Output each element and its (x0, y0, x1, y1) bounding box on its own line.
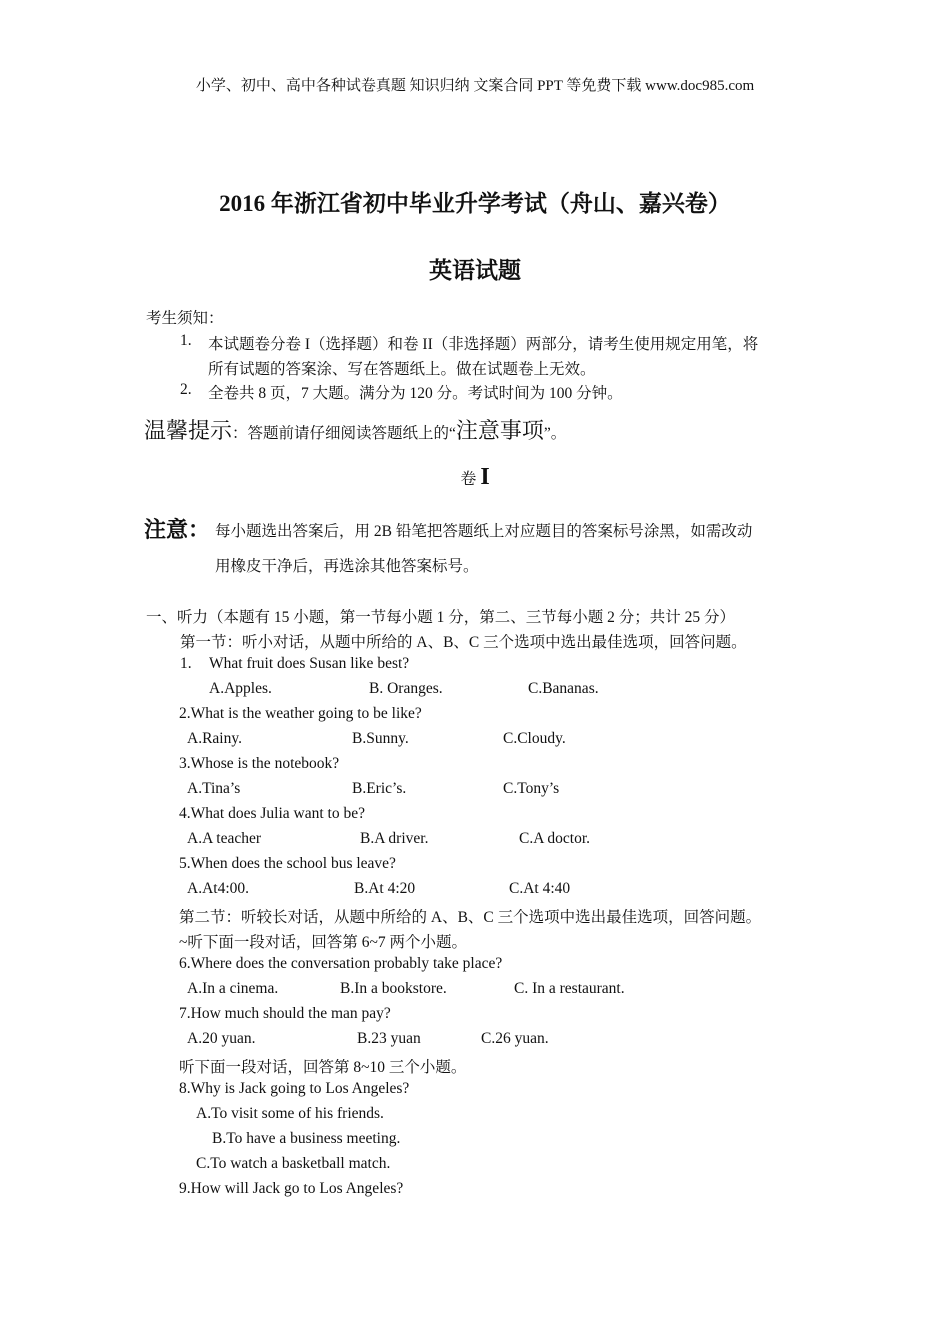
question-1-number: 1. (180, 655, 192, 672)
reminder (144, 414, 566, 445)
question-4-option-c: C.A doctor. (519, 830, 591, 847)
reminder-text-b: ”。 (543, 425, 567, 442)
question-8-option-c: C.To watch a basketball match. (196, 1155, 391, 1172)
question-2-option-b: B.Sunny. (352, 730, 409, 747)
question-6-option-a: A.In a cinema. (187, 980, 279, 997)
question-2-option-c: C.Cloudy. (503, 730, 566, 747)
question-7-option-b: B.23 yuan (357, 1030, 421, 1047)
question-1-option-b: B. Oranges. (369, 680, 443, 697)
question-6-text: 6.Where does the conversation probably take place? (179, 955, 503, 972)
question-3-text: 3.Whose is the notebook? (179, 755, 340, 772)
question-7-option-c: C.26 yuan. (481, 1030, 549, 1047)
exam-subtitle: 英语试题 (429, 258, 521, 283)
volume-numeral: I (480, 464, 490, 490)
notice-item-1-line-2: 所有试题的答案涂、写在答题纸上。做在试题卷上无效。 (208, 361, 596, 378)
attention-line-1: 每小题选出答案后，用 2B 铅笔把答题纸上对应题目的答案标号涂黑，如需改动 (215, 523, 753, 540)
question-4-text: 4.What does Julia want to be? (179, 805, 365, 822)
part-1-instruction: 第一节：听小对话，从题中所给的 A、B、C 三个选项中选出最佳选项，回答问题。 (180, 634, 747, 651)
question-5-option-a: A.At4:00. (187, 880, 249, 897)
question-5-option-c: C.At 4:40 (509, 880, 571, 897)
question-5-text: 5.When does the school bus leave? (179, 855, 396, 872)
notice-item-1-number: 1. (180, 332, 192, 349)
volume-heading (0, 464, 950, 491)
question-8-option-b: B.To have a business meeting. (212, 1130, 401, 1147)
part-2-sub-instruction: ~听下面一段对话，回答第 6~7 两个小题。 (179, 934, 468, 951)
question-6-option-c: C. In a restaurant. (514, 980, 625, 997)
reminder-label: 温馨提示 (144, 418, 233, 443)
question-2-text: 2.What is the weather going to be like? (179, 705, 422, 722)
question-7-text: 7.How much should the man pay? (179, 1005, 391, 1022)
question-7-option-a: A.20 yuan. (187, 1030, 256, 1047)
reminder-emphasis: 注意事项 (455, 418, 544, 443)
reminder-text-a: ：答题前请仔细阅读答题纸上的“ (232, 425, 456, 442)
question-1-option-c: C.Bananas. (528, 680, 599, 697)
question-3-option-c: C.Tony’s (503, 780, 560, 797)
question-1-text: What fruit does Susan like best? (209, 655, 410, 672)
volume-prefix: 卷 (460, 471, 477, 488)
question-8-option-a: A.To visit some of his friends. (196, 1105, 384, 1122)
section-1-heading: 一、听力（本题有 15 小题，第一节每小题 1 分，第二、三节每小题 2 分；共计 25 分） (146, 609, 736, 626)
page-header: 小学、初中、高中各种试卷真题 知识归纳 文案合同 PPT 等免费下载 www.doc985.com (195, 78, 755, 94)
exam-title: 2016 年浙江省初中毕业升学考试（舟山、嘉兴卷） (219, 191, 731, 216)
notice-item-1-line-1: 本试题卷分卷 I（选择题）和卷 II（非选择题）两部分，请考生使用规定用笔，将 (208, 336, 759, 353)
question-1-option-a: A.Apples. (209, 680, 272, 697)
question-2-option-a: A.Rainy. (187, 730, 242, 747)
question-4-option-b: B.A driver. (360, 830, 429, 847)
question-3-option-a: A.Tina’s (187, 780, 241, 797)
notice-item-2-line-1: 全卷共 8 页，7 大题。满分为 120 分。考试时间为 100 分钟。 (208, 385, 623, 402)
notice-item-2-number: 2. (180, 381, 192, 398)
notice-heading: 考生须知： (146, 310, 224, 327)
attention-line-2: 用橡皮干净后，再选涂其他答案标号。 (215, 558, 479, 575)
question-8-text: 8.Why is Jack going to Los Angeles? (179, 1080, 410, 1097)
attention-label: 注意： (144, 517, 211, 542)
part-3-sub-instruction: 听下面一段对话，回答第 8~10 三个小题。 (179, 1059, 467, 1076)
question-5-option-b: B.At 4:20 (354, 880, 416, 897)
question-4-option-a: A.A teacher (187, 830, 262, 847)
part-2-instruction: 第二节：听较长对话，从题中所给的 A、B、C 三个选项中选出最佳选项，回答问题。 (179, 909, 762, 926)
question-3-option-b: B.Eric’s. (352, 780, 407, 797)
question-9-text: 9.How will Jack go to Los Angeles? (179, 1180, 404, 1197)
question-6-option-b: B.In a bookstore. (340, 980, 447, 997)
